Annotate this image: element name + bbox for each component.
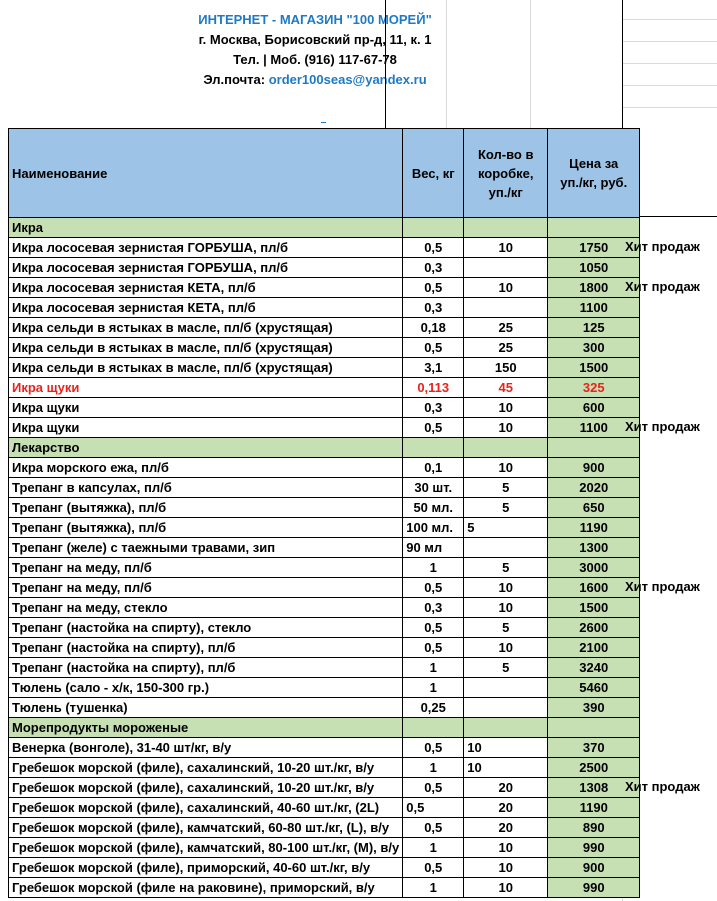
product-name-cell[interactable]: Трепанг (настойка на спирту), пл/б xyxy=(9,658,403,678)
price-cell[interactable]: 2100 xyxy=(548,638,640,658)
product-name-cell[interactable]: Икра щуки xyxy=(9,418,403,438)
hit-sales-note: Хит продаж xyxy=(625,419,700,434)
cell-marker xyxy=(321,122,326,123)
product-name-cell[interactable]: Трепанг на меду, пл/б xyxy=(9,578,403,598)
price-cell[interactable]: 3240 xyxy=(548,658,640,678)
weight-cell[interactable]: 0,5 xyxy=(403,798,464,818)
product-row xyxy=(9,618,640,638)
price-cell[interactable]: 300 xyxy=(548,338,640,358)
qty-cell[interactable] xyxy=(464,298,548,318)
price-cell[interactable]: 650 xyxy=(548,498,640,518)
table-header-row xyxy=(9,129,640,218)
category-cell-qty xyxy=(464,718,548,738)
product-name-cell[interactable]: Икра лососевая зернистая ГОРБУША, пл/б xyxy=(9,258,403,278)
price-cell[interactable]: 1750 xyxy=(548,238,640,258)
product-row xyxy=(9,638,640,658)
price-cell[interactable]: 1500 xyxy=(548,598,640,618)
product-name-cell[interactable]: Икра щуки xyxy=(9,398,403,418)
price-cell[interactable]: 2600 xyxy=(548,618,640,638)
product-name-cell[interactable]: Трепанг (желе) с таежными травами, зип xyxy=(9,538,403,558)
col-header-price-line2: уп./кг, руб. xyxy=(560,175,628,190)
qty-cell[interactable]: 10 xyxy=(464,638,548,658)
product-row xyxy=(9,298,640,318)
qty-cell[interactable]: 10 xyxy=(464,238,548,258)
weight-cell[interactable]: 0,3 xyxy=(403,398,464,418)
qty-cell[interactable]: 10 xyxy=(464,758,548,778)
product-name-cell[interactable]: Тюлень (сало - х/к, 150-300 гр.) xyxy=(9,678,403,698)
grid-line xyxy=(622,19,717,20)
product-row xyxy=(9,798,640,818)
product-name-cell[interactable]: Икра сельди в ястыках в масле, пл/б (хрустящая) xyxy=(9,338,403,358)
category-row xyxy=(9,718,640,738)
product-row xyxy=(9,698,640,718)
category-name: Лекарство xyxy=(9,438,403,458)
weight-cell[interactable]: 0,3 xyxy=(403,298,464,318)
product-row xyxy=(9,818,640,838)
weight-cell[interactable]: 0,5 xyxy=(403,638,464,658)
qty-cell[interactable]: 5 xyxy=(464,618,548,638)
qty-cell[interactable]: 5 xyxy=(464,478,548,498)
product-name-cell[interactable]: Гребешок морской (филе), сахалинский, 40-60 шт./кг, (2L) xyxy=(9,798,403,818)
price-cell[interactable]: 2500 xyxy=(548,758,640,778)
category-cell-price xyxy=(548,438,640,458)
qty-cell[interactable]: 10 xyxy=(464,418,548,438)
product-row xyxy=(9,278,640,298)
price-cell[interactable]: 1100 xyxy=(548,298,640,318)
col-header-qty xyxy=(464,129,548,218)
weight-cell[interactable]: 0,18 xyxy=(403,318,464,338)
email-link[interactable]: order100seas@yandex.ru xyxy=(268,72,427,87)
category-cell-qty xyxy=(464,438,548,458)
hit-sales-note: Хит продаж xyxy=(625,239,700,254)
price-cell[interactable]: 900 xyxy=(548,458,640,478)
qty-cell[interactable]: 25 xyxy=(464,338,548,358)
product-name-cell[interactable]: Икра лососевая зернистая КЕТА, пл/б xyxy=(9,278,403,298)
product-row xyxy=(9,258,640,278)
product-name-cell[interactable]: Трепанг в капсулах, пл/б xyxy=(9,478,403,498)
qty-cell[interactable] xyxy=(464,258,548,278)
weight-cell[interactable]: 0,3 xyxy=(403,258,464,278)
col-header-price xyxy=(548,129,640,218)
weight-cell[interactable]: 0,113 xyxy=(403,378,464,398)
weight-cell[interactable]: 3,1 xyxy=(403,358,464,378)
category-cell-price xyxy=(548,718,640,738)
product-name-cell[interactable]: Икра лососевая зернистая ГОРБУША, пл/б xyxy=(9,238,403,258)
product-row xyxy=(9,658,640,678)
price-cell[interactable]: 125 xyxy=(548,318,640,338)
qty-cell[interactable]: 20 xyxy=(464,778,548,798)
qty-cell[interactable]: 45 xyxy=(464,378,548,398)
weight-cell[interactable]: 1 xyxy=(403,758,464,778)
weight-cell[interactable]: 0,5 xyxy=(403,338,464,358)
product-name-cell[interactable]: Икра лососевая зернистая КЕТА, пл/б xyxy=(9,298,403,318)
weight-cell[interactable]: 1 xyxy=(403,558,464,578)
hit-sales-note: Хит продаж xyxy=(625,279,700,294)
grid-line xyxy=(622,41,717,42)
product-row xyxy=(9,518,640,538)
weight-cell[interactable]: 100 мл. xyxy=(403,518,464,538)
weight-cell[interactable]: 0,5 xyxy=(403,778,464,798)
grid-line xyxy=(622,107,717,108)
price-cell[interactable]: 990 xyxy=(548,878,640,898)
col-header-name: Наименование xyxy=(9,129,403,218)
weight-cell[interactable]: 1 xyxy=(403,878,464,898)
product-row xyxy=(9,578,640,598)
product-row xyxy=(9,838,640,858)
qty-cell[interactable]: 5 xyxy=(464,498,548,518)
price-cell[interactable]: 3000 xyxy=(548,558,640,578)
qty-cell[interactable]: 10 xyxy=(464,578,548,598)
category-name: Икра xyxy=(9,218,403,238)
store-title: ИНТЕРНЕТ - МАГАЗИН "100 МОРЕЙ" xyxy=(198,12,432,27)
product-name-cell[interactable]: Тюлень (тушенка) xyxy=(9,698,403,718)
category-cell-weight xyxy=(403,218,464,238)
qty-cell[interactable]: 10 xyxy=(464,878,548,898)
product-row xyxy=(9,498,640,518)
price-cell[interactable]: 2020 xyxy=(548,478,640,498)
weight-cell[interactable]: 0,5 xyxy=(403,818,464,838)
store-phone: Тел. | Моб. (916) 117-67-78 xyxy=(233,52,397,67)
qty-cell[interactable]: 20 xyxy=(464,818,548,838)
col-header-qty-line1: Кол-во в xyxy=(477,146,534,162)
product-name-cell[interactable]: Трепанг (настойка на спирту), пл/б xyxy=(9,638,403,658)
weight-cell[interactable]: 0,3 xyxy=(403,598,464,618)
category-cell-weight xyxy=(403,438,464,458)
qty-cell[interactable]: 10 xyxy=(464,458,548,478)
price-cell[interactable]: 1600 xyxy=(548,578,640,598)
product-row xyxy=(9,398,640,418)
product-name-cell[interactable]: Икра сельди в ястыках в масле, пл/б (хрустящая) xyxy=(9,318,403,338)
col-header-weight: Вес, кг xyxy=(403,129,464,218)
weight-cell[interactable]: 0,1 xyxy=(403,458,464,478)
qty-cell[interactable] xyxy=(464,698,548,718)
product-name-cell[interactable]: Гребешок морской (филе), камчатский, 60-80 шт./кг, (L), в/у xyxy=(9,818,403,838)
product-name-cell[interactable]: Гребешок морской (филе), камчатский, 80-100 шт./кг, (M), в/у xyxy=(9,838,403,858)
email-label: Эл.почта: xyxy=(203,72,269,87)
qty-cell[interactable]: 10 xyxy=(464,398,548,418)
price-cell[interactable]: 1190 xyxy=(548,518,640,538)
product-row xyxy=(9,878,640,898)
weight-cell[interactable]: 0,5 xyxy=(403,738,464,758)
category-row xyxy=(9,218,640,238)
product-row xyxy=(9,858,640,878)
category-cell-weight xyxy=(403,718,464,738)
price-cell[interactable]: 900 xyxy=(548,858,640,878)
product-row xyxy=(9,478,640,498)
weight-cell[interactable]: 90 мл xyxy=(403,538,464,558)
product-name-cell[interactable]: Трепанг (вытяжка), пл/б xyxy=(9,498,403,518)
category-cell-qty xyxy=(464,218,548,238)
price-cell[interactable]: 370 xyxy=(548,738,640,758)
weight-cell[interactable]: 0,5 xyxy=(403,858,464,878)
product-row xyxy=(9,418,640,438)
weight-cell[interactable]: 0,5 xyxy=(403,618,464,638)
price-cell[interactable]: 325 xyxy=(548,378,640,398)
qty-cell[interactable]: 150 xyxy=(464,358,548,378)
hit-sales-note: Хит продаж xyxy=(625,779,700,794)
price-cell[interactable]: 1308 xyxy=(548,778,640,798)
qty-cell[interactable]: 10 xyxy=(464,278,548,298)
weight-cell[interactable]: 0,5 xyxy=(403,418,464,438)
product-row xyxy=(9,678,640,698)
product-row xyxy=(9,758,640,778)
product-name-cell[interactable]: Трепанг на меду, пл/б xyxy=(9,558,403,578)
col-header-price-line1: Цена за xyxy=(569,156,619,171)
weight-cell[interactable]: 0,5 xyxy=(403,238,464,258)
grid-line xyxy=(385,0,386,128)
product-row xyxy=(9,738,640,758)
product-row xyxy=(9,538,640,558)
product-name-cell[interactable]: Икра щуки xyxy=(9,378,403,398)
product-name-cell[interactable]: Икра сельди в ястыках в масле, пл/б (хрустящая) xyxy=(9,358,403,378)
store-address: г. Москва, Борисовский пр-д, 11, к. 1 xyxy=(198,32,432,47)
qty-cell[interactable]: 10 xyxy=(464,738,548,758)
product-row xyxy=(9,358,640,378)
price-cell[interactable]: 600 xyxy=(548,398,640,418)
weight-cell[interactable]: 0,5 xyxy=(403,278,464,298)
product-row xyxy=(9,778,640,798)
product-row xyxy=(9,338,640,358)
hit-sales-note: Хит продаж xyxy=(625,579,700,594)
category-cell-price xyxy=(548,218,640,238)
product-row xyxy=(9,458,640,478)
product-name-cell[interactable]: Гребешок морской (филе), приморский, 40-60 шт./кг, в/у xyxy=(9,858,403,878)
product-row xyxy=(9,238,640,258)
price-cell[interactable]: 1100 xyxy=(548,418,640,438)
product-name-cell[interactable]: Гребешок морской (филе), сахалинский, 10-20 шт./кг, в/у xyxy=(9,778,403,798)
price-cell[interactable]: 890 xyxy=(548,818,640,838)
col-header-qty-line3: уп./кг xyxy=(488,184,523,200)
price-cell[interactable]: 1190 xyxy=(548,798,640,818)
qty-cell[interactable]: 10 xyxy=(464,598,548,618)
product-row xyxy=(9,378,640,398)
product-row xyxy=(9,558,640,578)
product-row xyxy=(9,598,640,618)
weight-cell[interactable]: 1 xyxy=(403,678,464,698)
price-cell[interactable]: 990 xyxy=(548,838,640,858)
category-name: Морепродукты мороженые xyxy=(9,718,403,738)
category-row xyxy=(9,438,640,458)
product-name-cell[interactable]: Трепанг (вытяжка), пл/б xyxy=(9,518,403,538)
product-name-cell[interactable]: Трепанг на меду, стекло xyxy=(9,598,403,618)
weight-cell[interactable]: 1 xyxy=(403,838,464,858)
product-name-cell[interactable]: Икра морского ежа, пл/б xyxy=(9,458,403,478)
product-name-cell[interactable]: Трепанг (настойка на спирту), стекло xyxy=(9,618,403,638)
qty-cell[interactable]: 25 xyxy=(464,318,548,338)
price-cell[interactable]: 5460 xyxy=(548,678,640,698)
product-name-cell[interactable]: Гребешок морской (филе на раковине), приморский, в/у xyxy=(9,878,403,898)
weight-cell[interactable]: 0,5 xyxy=(403,578,464,598)
price-cell[interactable]: 1500 xyxy=(548,358,640,378)
price-cell[interactable]: 1800 xyxy=(548,278,640,298)
qty-cell[interactable]: 10 xyxy=(464,838,548,858)
price-cell[interactable]: 390 xyxy=(548,698,640,718)
qty-cell[interactable]: 20 xyxy=(464,798,548,818)
weight-cell[interactable]: 1 xyxy=(403,658,464,678)
product-name-cell[interactable]: Венерка (вонголе), 31-40 шт/кг, в/у xyxy=(9,738,403,758)
col-header-qty-line2: коробке, xyxy=(477,165,534,181)
price-cell[interactable]: 1050 xyxy=(548,258,640,278)
qty-cell[interactable] xyxy=(464,538,548,558)
store-header xyxy=(8,0,623,128)
price-cell[interactable]: 1300 xyxy=(548,538,640,558)
qty-cell[interactable] xyxy=(464,678,548,698)
product-name-cell[interactable]: Гребешок морской (филе), сахалинский, 10-20 шт./кг, в/у xyxy=(9,758,403,778)
qty-cell[interactable]: 5 xyxy=(464,658,548,678)
weight-cell[interactable]: 0,25 xyxy=(403,698,464,718)
qty-cell[interactable]: 5 xyxy=(464,558,548,578)
weight-cell[interactable]: 30 шт. xyxy=(403,478,464,498)
qty-cell[interactable]: 10 xyxy=(464,858,548,878)
product-row xyxy=(9,318,640,338)
qty-cell[interactable]: 5 xyxy=(464,518,548,538)
store-email-line xyxy=(8,72,622,87)
grid-line xyxy=(622,85,717,86)
price-table xyxy=(8,128,640,898)
grid-line xyxy=(622,63,717,64)
weight-cell[interactable]: 50 мл. xyxy=(403,498,464,518)
